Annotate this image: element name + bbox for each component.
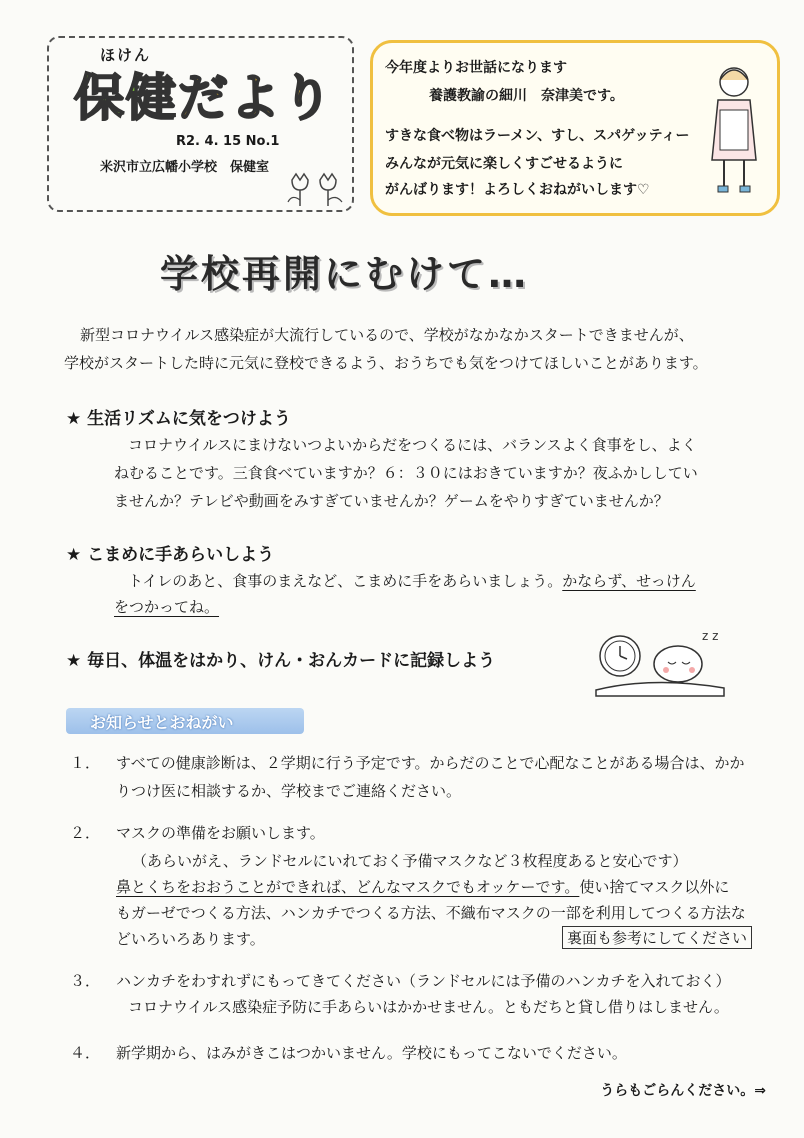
notice-line: マスクの準備をお願いします。 (116, 824, 325, 842)
notice-line: もガーゼでつくる方法、ハンカチでつくる方法、不織布マスクの一部を利用してつくる方法な (116, 904, 746, 922)
handwash-text: トイレのあと、食事のまえなど、こまめに手をあらいましょう。 (128, 572, 563, 590)
notice-line: （あらいがえ、ランドセルにいれておく予備マスクなど３枚程度あると安心です） (132, 852, 688, 870)
notice-line: コロナウイルス感染症予防に手あらいはかかせません。ともだちと貸し借りはしません。 (128, 998, 729, 1016)
notice-line: どいろいろあります。 (116, 930, 265, 948)
notice-line: ハンカチをわすれずにもってきてください（ランドセルには予備のハンカチを入れておく） (116, 972, 731, 990)
teacher-illustration (700, 60, 770, 200)
title-part-dayori: だより (178, 69, 334, 127)
greeting-line: すきな食べ物はラーメン、すし、スパゲッティー (385, 128, 690, 144)
greeting-line: がんばります！よろしくおねがいします♡ (385, 182, 650, 198)
headline: 学校再開にむけて… (160, 252, 530, 296)
see-back-footer: うらもごらんください。⇒ (600, 1083, 766, 1099)
section-heading-lifestyle: ★ 生活リズムに気をつけよう (66, 409, 291, 429)
section-line: コロナウイルスにまけないつよいからだをつくるには、バランスよく食事をし、よく (128, 436, 697, 454)
sleeping-child-illustration (594, 626, 726, 698)
mask-emphasis: 鼻とくちをおおうことができれば、どんなマスクでもオッケーです。 (116, 878, 580, 896)
school-name: 米沢市立広幡小学校 保健室 (100, 160, 270, 175)
issue-date: R2. 4. 15 No.1 (176, 134, 280, 149)
notice-line: 新学期から、はみがきこはつかいません。学校にもってこないでください。 (116, 1044, 627, 1062)
section-line: ねむることです。三食食べていますか？６：３０にはおきていますか？夜ふかししてい (114, 464, 698, 482)
svg-text:z z: z z (702, 629, 719, 643)
notice-line: すべての健康診断は、２学期に行う予定です。からだのことで心配なことがある場合は、かか (116, 754, 745, 772)
see-back-note: 裏面も参考にしてください (562, 926, 752, 949)
notice-number: １． (70, 754, 101, 772)
newsletter-title (74, 58, 334, 130)
mask-text: 使い捨てマスク以外に (579, 878, 730, 896)
notice-number: ３． (70, 972, 101, 990)
notice-line: りつけ医に相談するか、学校までご連絡ください。 (116, 782, 462, 800)
greeting-line: 養護教諭の細川 奈津美です。 (429, 88, 624, 104)
intro-line: 学校がスタートした時に元気に登校できるよう、おうちでも気をつけてほしいことがあります。 (64, 354, 708, 372)
notice-banner-label: お知らせとおねがい (90, 713, 234, 732)
section-heading-temperature: ★ 毎日、体温をはかり、けん・おんカードに記録しよう (66, 651, 496, 671)
title-furigana: ほけん (100, 46, 152, 64)
section-line: ませんか？テレビや動画をみすぎていませんか？ゲームをやりすぎていませんか？ (114, 492, 669, 510)
greeting-line: みんなが元気に楽しくすごせるように (385, 156, 623, 172)
notice-number: ４． (70, 1044, 101, 1062)
handwash-emphasis: かならず、せっけん (562, 572, 696, 590)
handwash-emphasis: をつかってね。 (114, 598, 220, 616)
title-part-hoken: 保健 (74, 69, 178, 127)
tulip-illustration (284, 172, 354, 208)
notice-line (116, 876, 729, 897)
section-line (128, 570, 696, 591)
intro-line: 新型コロナウイルス感染症が大流行しているので、学校がなかなかスタートできませんが、 (80, 326, 694, 344)
notice-number: ２． (70, 824, 101, 842)
greeting-line: 今年度よりお世話になります (385, 60, 567, 76)
section-heading-handwashing: ★ こまめに手あらいしよう (66, 545, 275, 565)
